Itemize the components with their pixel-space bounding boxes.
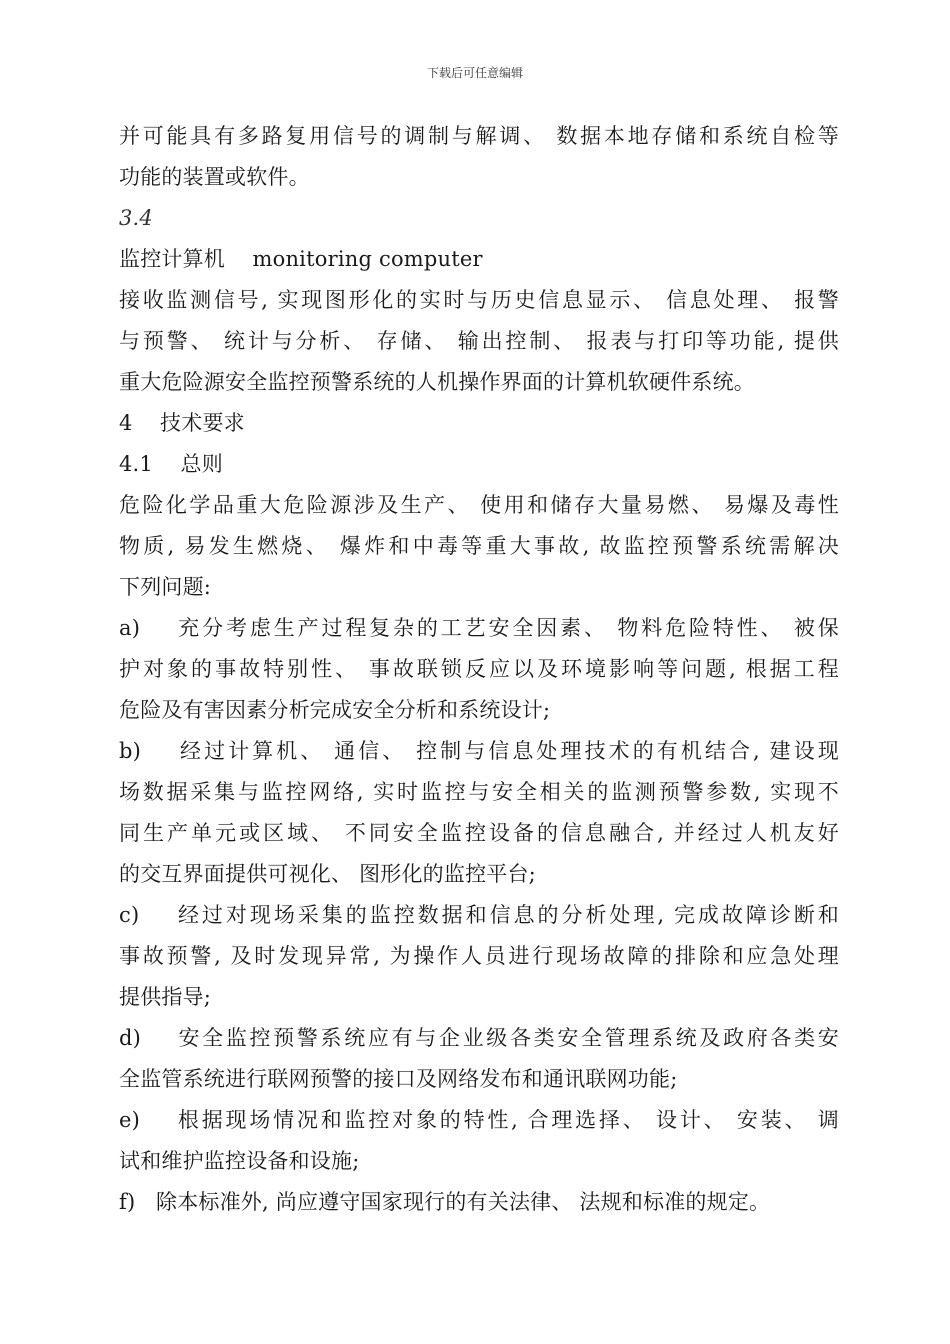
paragraph-line: 的交互界面提供可视化、 图形化的监控平台;: [119, 862, 536, 886]
paragraph-line: 事故预警, 及时发现异常, 为操作人员进行现场故障的排除和应急处理: [119, 944, 839, 968]
paragraph-line: 并可能具有多路复用信号的调制与解调、 数据本地存储和系统自检等: [119, 124, 839, 148]
document-body: [119, 116, 839, 1223]
list-item-e: e) 根据现场情况和监控对象的特性, 合理选择、 设计、 安装、 调: [119, 1108, 839, 1132]
list-item-f: f) 除本标准外, 尚应遵守国家现行的有关法律、 法规和标准的规定。: [119, 1190, 771, 1214]
list-item-c: c) 经过对现场采集的监控数据和信息的分析处理, 完成故障诊断和: [119, 903, 839, 927]
paragraph-line: 功能的装置或软件。: [119, 165, 310, 189]
paragraph-line: 危险化学品重大危险源涉及生产、 使用和储存大量易燃、 易爆及毒性: [119, 493, 839, 517]
paragraph-line: 物质, 易发生燃烧、 爆炸和中毒等重大事故, 故监控预警系统需解决: [119, 534, 839, 558]
page-header: 下载后可任意编辑: [426, 66, 523, 80]
list-item-b: b) 经过计算机、 通信、 控制与信息处理技术的有机结合, 建设现: [119, 739, 839, 763]
subsection-heading: 4.1 总则: [119, 452, 223, 476]
paragraph-line: 全监管系统进行联网预警的接口及网络发布和通讯联网功能;: [119, 1067, 678, 1091]
paragraph-line: 危险及有害因素分析完成安全分析和系统设计;: [119, 698, 551, 722]
term-heading: 监控计算机 monitoring computer: [119, 247, 483, 271]
paragraph-line: 接收监测信号, 实现图形化的实时与历史信息显示、 信息处理、 报警: [119, 288, 839, 312]
paragraph-line: 试和维护监控设备和设施;: [119, 1149, 360, 1173]
paragraph-line: 同生产单元或区域、 不同安全监控设备的信息融合, 并经过人机友好: [119, 821, 839, 845]
paragraph-line: 重大危险源安全监控预警系统的人机操作界面的计算机软硬件系统。: [119, 370, 755, 394]
paragraph-line: 场数据采集与监控网络, 实时监控与安全相关的监测预警参数, 实现不: [119, 780, 839, 804]
paragraph-line: 提供指导;: [119, 985, 212, 1009]
paragraph-line: 下列问题:: [119, 575, 212, 599]
list-item-a: a) 充分考虑生产过程复杂的工艺安全因素、 物料危险特性、 被保: [119, 616, 839, 640]
paragraph-line: 护对象的事故特别性、 事故联锁反应以及环境影响等问题, 根据工程: [119, 657, 839, 681]
list-item-d: d) 安全监控预警系统应有与企业级各类安全管理系统及政府各类安: [119, 1026, 839, 1050]
paragraph-line: 与预警、 统计与分析、 存储、 输出控制、 报表与打印等功能, 提供: [119, 329, 839, 353]
section-heading: 4 技术要求: [119, 411, 245, 435]
section-number: 3.4: [119, 206, 153, 230]
